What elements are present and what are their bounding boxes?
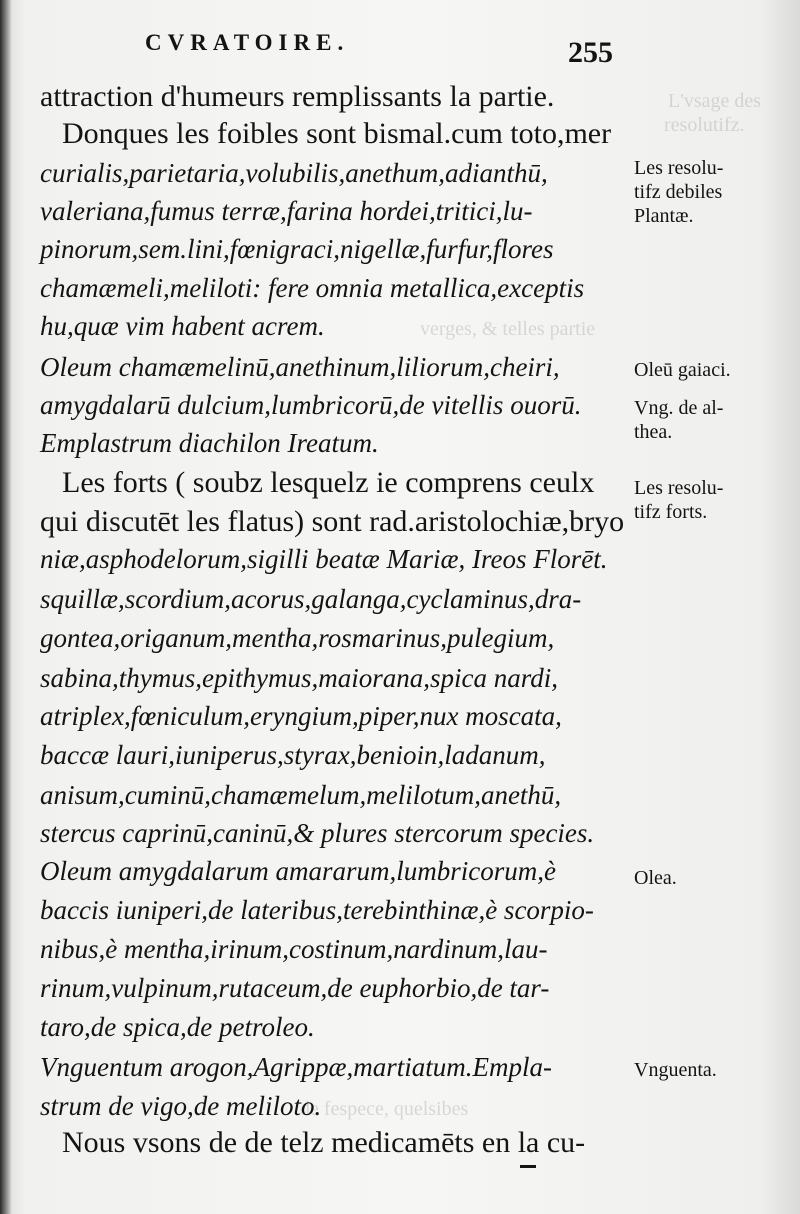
body-line: strum de vigo,de meliloto. [40, 1091, 322, 1121]
catchword-underline [520, 1165, 536, 1168]
show-through-text: L'vsage des [668, 90, 762, 112]
gutter-shadow [0, 0, 12, 1214]
body-line: squillæ,scordium,acorus,galanga,cyclaminus,dra- [40, 584, 582, 614]
body-line: niæ,asphodelorum,sigilli beatæ Mariæ, Ireos Florēt. [40, 544, 608, 574]
show-through-text: verges, & telles partie [420, 318, 596, 340]
body-line: chamæmeli,meliloti: fere omnia metallica,exceptis [40, 273, 585, 303]
body-line: baccis iuniperi,de lateribus,terebinthinæ,è scorpio- [40, 895, 594, 925]
body-line: baccæ lauri,iuniperus,styrax,benioin,ladanum, [40, 740, 546, 770]
body-line: hu,quæ vim habent acrem. [40, 311, 325, 341]
margin-note: Vng. de al- thea. [634, 397, 724, 443]
body-line: nibus,è mentha,irinum,costinum,nardinum,lau- [40, 934, 548, 964]
margin-note: Les resolu- tifz forts. [634, 477, 724, 523]
body-line: Les forts ( soubz lesquelz ie comprens ceulx [62, 466, 595, 499]
body-line: Nous vsons de de telz medicamēts en la cu- [62, 1126, 586, 1159]
body-line: anisum,cuminū,chamæmelum,melilotum,anethū, [40, 780, 562, 810]
body-line: attraction d'humeurs remplissants la partie. [40, 80, 555, 113]
body-line: Donques les foibles sont bismal.cum toto,mer [62, 117, 612, 150]
running-title: CVRATOIRE. [145, 30, 350, 55]
body-line: Oleum amygdalarum amararum,lumbricorum,è [40, 856, 556, 886]
body-line: qui discutēt les flatus) sont rad.aristolochiæ,bryo [40, 505, 625, 538]
body-line: gontea,origanum,mentha,rosmarinus,pulegium, [40, 623, 555, 653]
body-line: valeriana,fumus terræ,farina hordei,tritici,lu- [40, 196, 533, 226]
body-line: sabina,thymus,epithymus,maiorana,spica nardi, [40, 663, 558, 693]
body-line: Oleum chamæmelinū,anethinum,liliorum,cheiri, [40, 352, 560, 382]
show-through-text: de fespece, quelsibes [300, 1098, 469, 1120]
show-through-text: resolutifz. [664, 114, 745, 136]
body-line: amygdalarū dulcium,lumbricorū,de vitellis ouorū. [40, 390, 582, 420]
page-number: 255 [568, 36, 613, 69]
margin-note: Olea. [634, 867, 677, 889]
body-line: curialis,parietaria,volubilis,anethum,adianthū, [40, 158, 548, 188]
margin-note: Vnguenta. [634, 1059, 717, 1081]
body-line: pinorum,sem.lini,fœnigraci,nigellæ,furfur,flores [40, 234, 554, 264]
body-line: taro,de spica,de petroleo. [40, 1012, 315, 1042]
body-line: atriplex,fœniculum,eryngium,piper,nux moscata, [40, 701, 562, 731]
body-line: rinum,vulpinum,rutaceum,de euphorbio,de tar- [40, 973, 550, 1003]
margin-note: Oleū gaiaci. [634, 359, 731, 381]
margin-note: Les resolu- tifz debiles Plantæ. [634, 157, 724, 227]
body-line: Emplastrum diachilon Ireatum. [40, 428, 379, 458]
body-line: Vnguentum arogon,Agrippæ,martiatum.Empla- [40, 1052, 552, 1082]
body-line: stercus caprinū,caninū,& plures stercorum species. [40, 818, 595, 848]
